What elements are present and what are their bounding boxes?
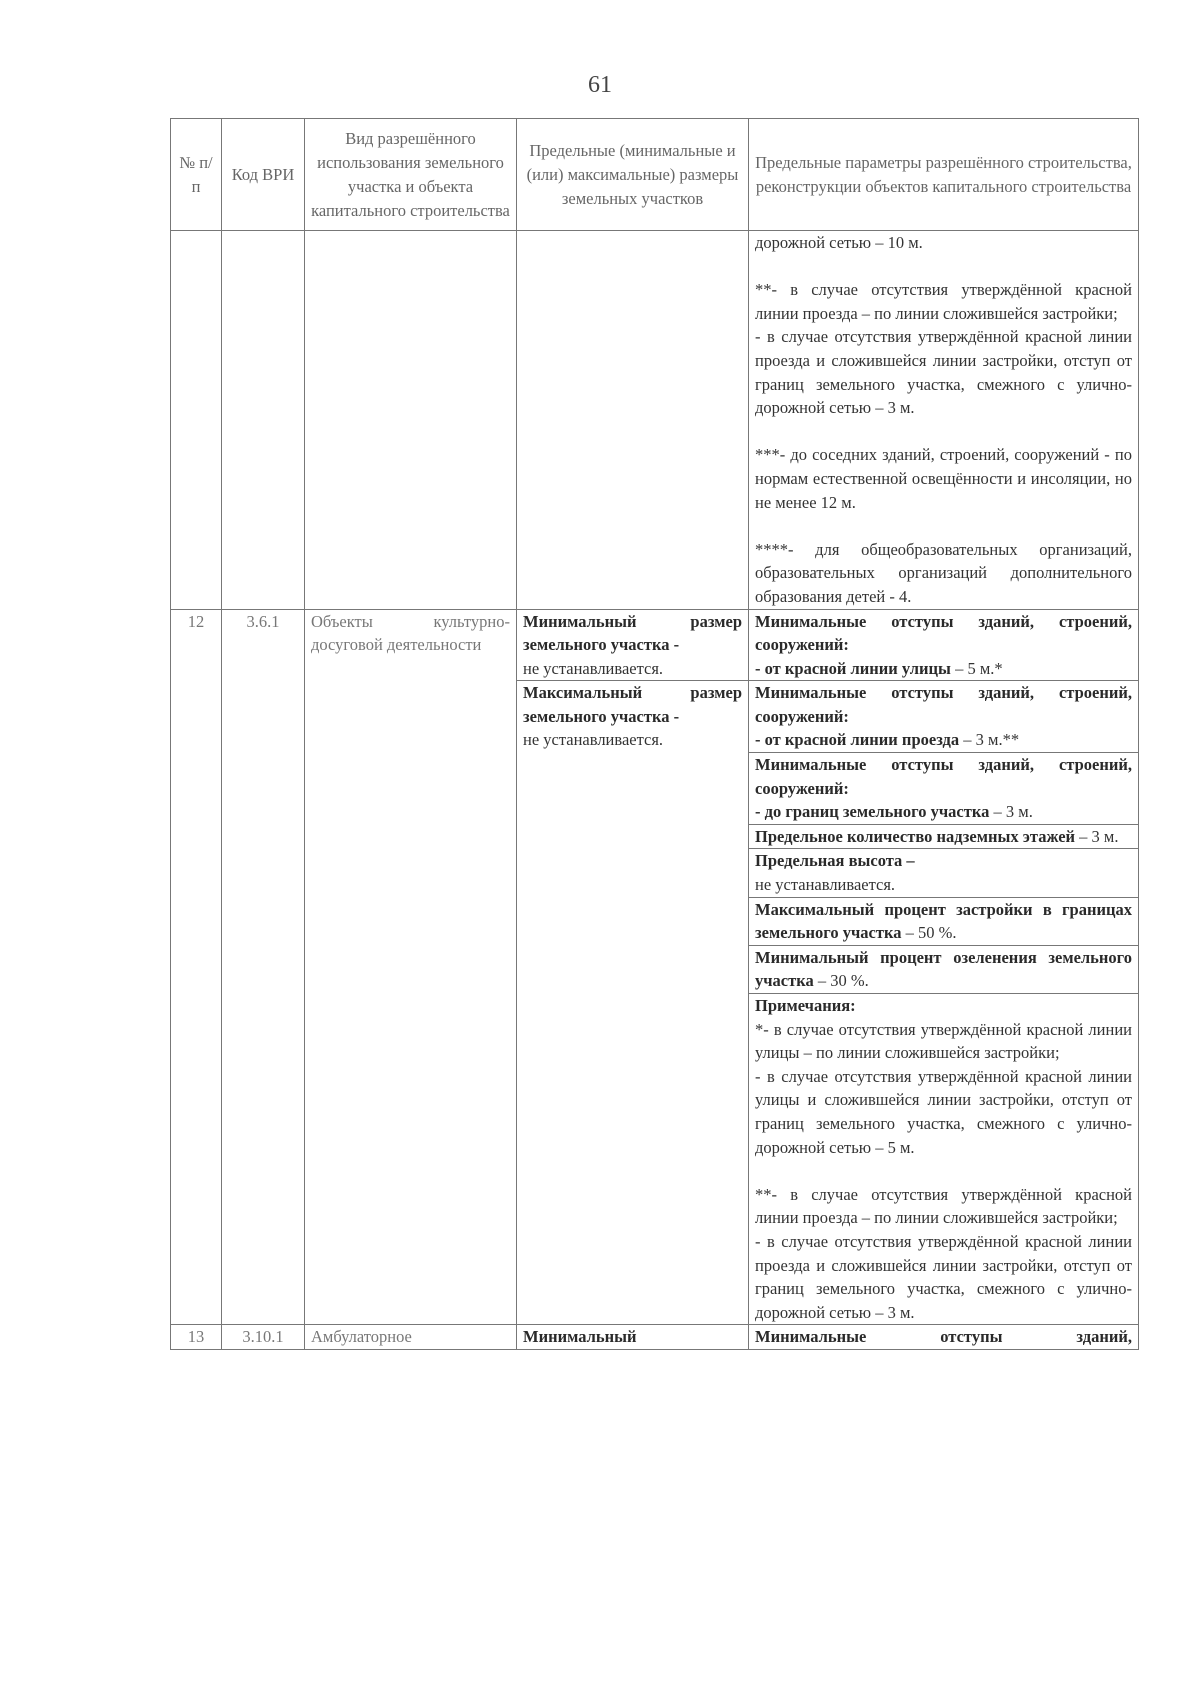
- param3-value: – 3 м.: [989, 802, 1033, 822]
- cont-note-2a: **- в случае отсутствия утверждённой красной линии проезда – по линии сложившейся застройки;: [755, 280, 1132, 323]
- table-header-row: [171, 119, 1139, 231]
- param7-value: – 30 %.: [813, 971, 869, 991]
- param3-sub: - до границ земельного участка: [755, 802, 990, 822]
- param5-value: не устанавливается.: [755, 875, 896, 895]
- page-number: 61: [588, 72, 612, 98]
- row12-param-3: [749, 753, 1139, 825]
- cont-note-3: ***- до соседних зданий, строений, сооружений - по нормам естественной освещённости и инсоляции, но не менее 12 м.: [755, 445, 1132, 512]
- param1-label: Минимальные отступы зданий, строений, сооружений:: [755, 611, 1132, 655]
- param1-value: – 5 м.*: [950, 658, 1003, 678]
- row12-param-6: [749, 897, 1139, 945]
- param7-label: Минимальный процент озеленения земельного участка: [755, 947, 1132, 991]
- cont-line1: дорожной сетью – 10 м.: [755, 233, 923, 252]
- param2-sub: - от красной линии проезда: [755, 730, 960, 750]
- row12-number: 12: [171, 609, 222, 1325]
- row13-params: Минимальные отступы зданий,: [749, 1325, 1139, 1350]
- min-size-label: Минимальный размер земельного участка -: [523, 611, 742, 655]
- param5-label: Предельная высота –: [755, 851, 915, 871]
- row12-param-7: [749, 945, 1139, 993]
- cont-size-cell: [517, 231, 749, 610]
- cont-use-cell: [305, 231, 517, 610]
- row12-param-1: [749, 609, 1139, 681]
- row13-code: 3.10.1: [222, 1325, 305, 1350]
- cont-num-cell: [171, 231, 222, 610]
- row12-use-type: Объекты культурно-досуговой деятельности: [305, 609, 517, 1325]
- row12-param-5: [749, 849, 1139, 897]
- param6-value: – 50 %.: [901, 923, 957, 943]
- param3-label: Минимальные отступы зданий, строений, сооружений:: [755, 755, 1132, 798]
- max-size-label: Максимальный размер земельного участка -: [523, 683, 742, 726]
- header-construction-params: Предельные параметры разрешённого строительства, реконструкции объектов капитального строительства: [749, 119, 1139, 231]
- note-1a: *- в случае отсутствия утверждённой красной линии улицы – по линии сложившейся застройки;: [755, 1019, 1132, 1063]
- row12-notes: [749, 994, 1139, 1325]
- param2-label: Минимальные отступы зданий, строений, сооружений:: [755, 683, 1132, 726]
- param4-label: Предельное количество надземных этажей: [755, 826, 1076, 846]
- note-1b: - в случае отсутствия утверждённой красной линии улицы и сложившейся линии застройки, отступ от границ земельного участка, смежного с улично-дорожной сетью – 5 м.: [755, 1066, 1132, 1157]
- header-use-type: Вид разрешённого использования земельного участка и объекта капитального строительства: [305, 119, 517, 231]
- param4-value: – 3 м.: [1075, 826, 1119, 846]
- regulations-table: [170, 118, 1139, 1350]
- table-row-13: [171, 1325, 1139, 1350]
- table-row-12: [171, 609, 1139, 681]
- row12-min-size: [517, 609, 749, 681]
- note-2a: **- в случае отсутствия утверждённой красной линии проезда – по линии сложившейся застройки;: [755, 1184, 1132, 1228]
- cont-code-cell: [222, 231, 305, 610]
- row12-param-4: [749, 824, 1139, 849]
- max-size-value: не устанавливается.: [523, 730, 664, 750]
- min-size-value: не устанавливается.: [523, 658, 664, 678]
- cont-note-2b: - в случае отсутствия утверждённой красной линии проезда и сложившейся линии застройки, отступ от границ земельного участка, смежного с улично-дорожной сетью – 3 м.: [755, 327, 1132, 418]
- row13-number: 13: [171, 1325, 222, 1350]
- cont-note-4: ****- для общеобразовательных организаций, образовательных организаций дополнительного образования детей - 4.: [755, 539, 1132, 606]
- table-row-continuation: [171, 231, 1139, 610]
- row13-use-type: Амбулаторное: [305, 1325, 517, 1350]
- row12-max-size: [517, 681, 749, 1325]
- cont-params-cell: [749, 231, 1139, 610]
- note-2b: - в случае отсутствия утверждённой красной линии проезда и сложившейся линии застройки, отступ от границ земельного участка, смежного с улично-дорожной сетью – 3 м.: [755, 1231, 1132, 1322]
- param1-sub: - от красной линии улицы: [755, 658, 951, 678]
- row12-param-2: [749, 681, 1139, 753]
- header-code: Код ВРИ: [222, 119, 305, 231]
- header-number: № п/п: [171, 119, 222, 231]
- header-plot-sizes: Предельные (минимальные и (или) максимальные) размеры земельных участков: [517, 119, 749, 231]
- param2-value: – 3 м.**: [959, 730, 1020, 750]
- row12-code: 3.6.1: [222, 609, 305, 1325]
- row13-size: Минимальный: [517, 1325, 749, 1350]
- param6-label: Максимальный процент застройки в границах земельного участка: [755, 899, 1132, 943]
- notes-title: Примечания:: [755, 996, 856, 1015]
